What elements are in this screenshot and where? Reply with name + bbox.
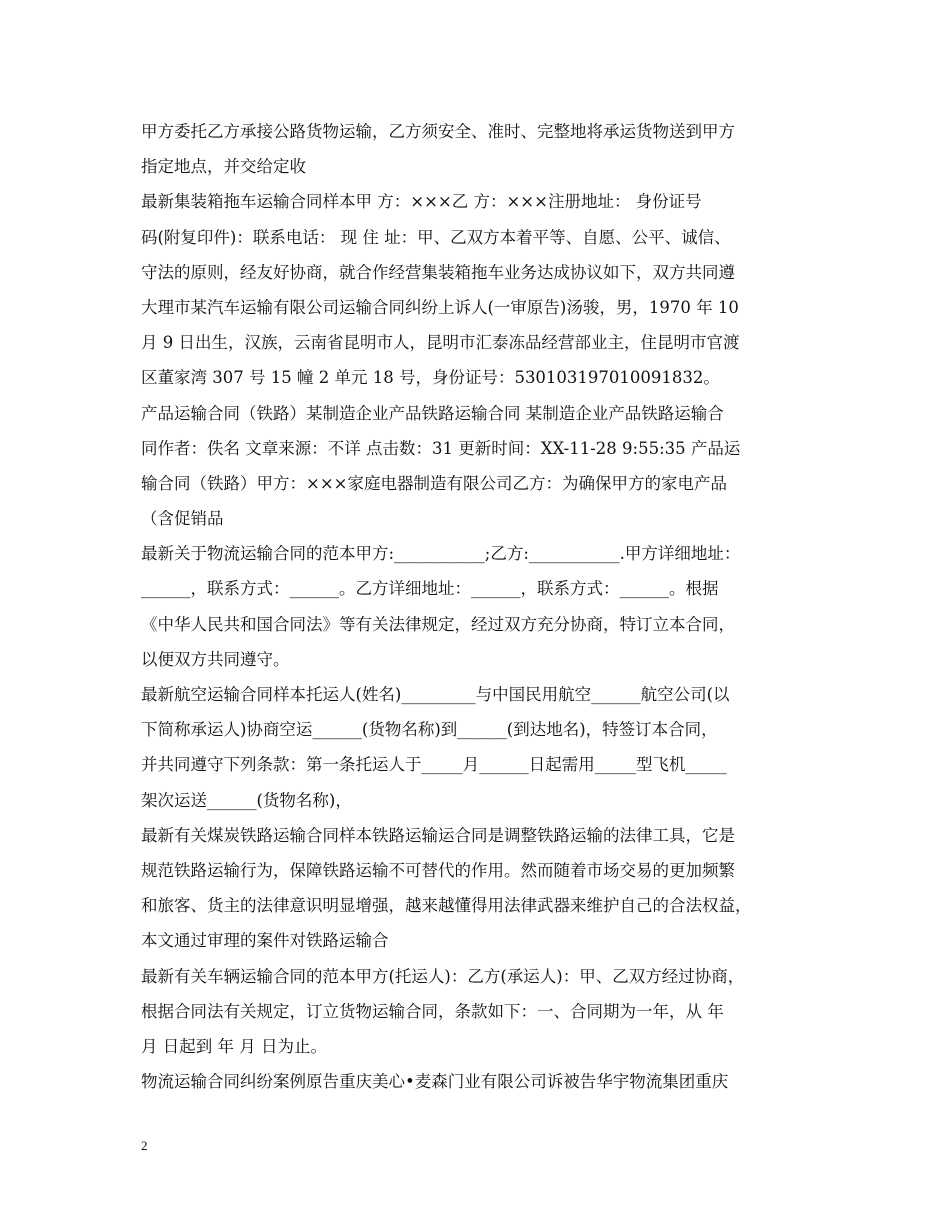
text-line: 本文通过审理的案件对铁路运输合 [141, 931, 389, 951]
text-line: 产品运输合同（铁路）某制造企业产品铁路运输合同 某制造企业产品铁路运输合 [141, 403, 724, 423]
text-line: 和旅客、货主的法律意识明显增强，越来越懂得用法律武器来维护自己的合法权益， [141, 896, 752, 916]
text-line: 规范铁路运输行为，保障铁路运输不可替代的作用。然而随着市场交易的更加频繁 [141, 860, 735, 880]
text-line: 最新有关车辆运输合同的范本甲方(托运人)：乙方(承运人)：甲、乙双方经过协商， [141, 966, 745, 986]
text-line: 月 日起到 年 月 日为止。 [141, 1036, 327, 1056]
text-line: 最新集装箱拖车运输合同样本甲 方：×××乙 方：×××注册地址： 身份证号 [141, 192, 702, 212]
text-line: 以便双方共同遵守。 [141, 649, 290, 669]
page-number: 2 [141, 1138, 148, 1153]
text-line: 月 9 日出生，汉族，云南省昆明市人，昆明市汇泰冻品经营部业主，住昆明市官渡 [141, 333, 740, 353]
text-line: （含促销品 [141, 509, 224, 529]
text-line: 架次运送______(货物名称)， [141, 790, 352, 810]
text-line: 大理市某汽车运输有限公司运输合同纠纷上诉人(一审原告)汤骏，男，1970 年 10 [141, 297, 739, 317]
text-line: 守法的原则，经友好协商，就合作经营集装箱拖车业务达成协议如下，双方共同遵 [141, 262, 735, 282]
text-line: 指定地点，并交给定收 [141, 157, 306, 177]
text-line: 《中华人民共和国合同法》等有关法律规定，经过双方充分协商，特订立本合同， [141, 614, 735, 634]
text-line: 下简称承运人)协商空运______(货物名称)到______(到达地名)，特签订本合同， [141, 720, 718, 740]
text-line: 区董家湾 307 号 15 幢 2 单元 18 号，身份证号：530103197010091832。 [141, 368, 720, 388]
text-line: 最新航空运输合同样本托运人(姓名)_________与中国民用航空______航空公司(以 [141, 685, 730, 704]
text-line: 甲方委托乙方承接公路货物运输，乙方须安全、准时、完整地将承运货物送到甲方 [141, 122, 735, 141]
text-line: 物流运输合同纠纷案例原告重庆美心•麦森门业有限公司诉被告华宇物流集团重庆 [141, 1072, 729, 1092]
text-line: 最新有关煤炭铁路运输合同样本铁路运输运合同是调整铁路运输的法律工具，它是 [141, 825, 735, 845]
text-line: 根据合同法有关规定，订立货物运输合同，条款如下：一、合同期为一年，从 年 [141, 1001, 724, 1021]
text-line: 并共同遵守下列条款：第一条托运人于_____月______日起需用_____型飞机_____ [141, 755, 727, 775]
text-line: 同作者：佚名 文章来源：不详 点击数：31 更新时间：XX-11-28 9:55:35 产品运 [141, 438, 741, 458]
document-body [141, 114, 813, 1099]
text-line: 最新关于物流运输合同的范本甲方:___________;乙方:___________.甲方详细地址： [141, 544, 741, 564]
text-line: 输合同（铁路）甲方：×××家庭电器制造有限公司乙方：为确保甲方的家电产品 [141, 473, 727, 493]
text-line: 码(附复印件)：联系电话： 现 住 址：甲、乙双方本着平等、自愿、公平、诚信、 [141, 227, 731, 247]
text-line: ______，联系方式：______。乙方详细地址：______，联系方式：______。根据 [141, 579, 719, 599]
